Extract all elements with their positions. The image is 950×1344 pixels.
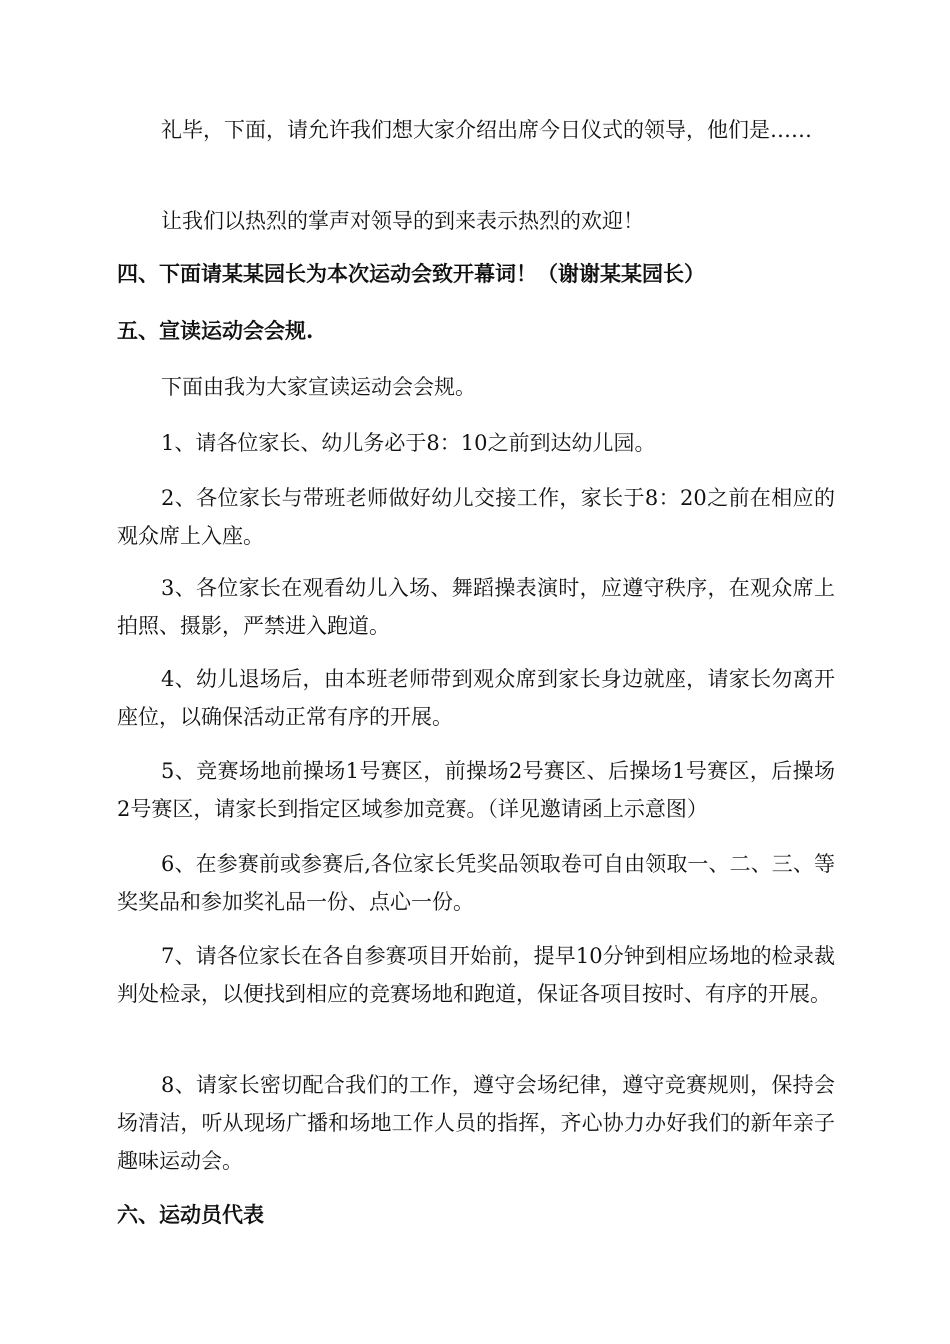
rule-item-3: 3、各位家长在观看幼儿入场、舞蹈操表演时，应遵守秩序，在观众席上拍照、摄影，严禁进入跑道。 [117, 576, 835, 638]
paragraph-welcome-applause: 让我们以热烈的掌声对领导的到来表示热烈的欢迎！ [161, 209, 644, 233]
rule-item-4: 4、幼儿退场后，由本班老师带到观众席到家长身边就座，请家长勿离开座位，以确保活动正常有序的开展。 [117, 667, 835, 729]
rule-item-6: 6、在参赛前或参赛后,各位家长凭奖品领取卷可自由领取一、二、三、等奖奖品和参加奖礼品一份、点心一份。 [117, 852, 835, 914]
rule-item-7: 7、请各位家长在各自参赛项目开始前，提早10分钟到相应场地的检录裁判处检录，以便找到相应的竞赛场地和跑道，保证各项目按时、有序的开展。 [117, 944, 835, 1006]
paragraph-introduce-leaders: 礼毕，下面，请允许我们想大家介绍出席今日仪式的领导，他们是…… [161, 118, 812, 142]
rule-item-5: 5、竞赛场地前操场1号赛区，前操场2号赛区、后操场1号赛区，后操场2号赛区，请家长到指定区域参加竞赛。（详见邀请函上示意图） [117, 759, 835, 821]
rule-item-8: 8、请家长密切配合我们的工作，遵守会场纪律，遵守竞赛规则，保持会场清洁，听从现场广播和场地工作人员的指挥，齐心协力办好我们的新年亲子趣味运动会。 [117, 1073, 835, 1173]
rule-item-2: 2、各位家长与带班老师做好幼儿交接工作，家长于8：20之前在相应的观众席上入座。 [117, 486, 835, 548]
paragraph-rules-intro: 下面由我为大家宣读运动会会规。 [161, 375, 476, 399]
heading-read-rules: 五、宣读运动会会规. [117, 318, 314, 343]
heading-athlete-representative: 六、运动员代表 [117, 1202, 264, 1227]
heading-opening-speech: 四、下面请某某园长为本次运动会致开幕词！（谢谢某某园长） [117, 261, 705, 286]
rule-item-1: 1、请各位家长、幼儿务必于8：10之前到达幼儿园。 [161, 431, 656, 455]
